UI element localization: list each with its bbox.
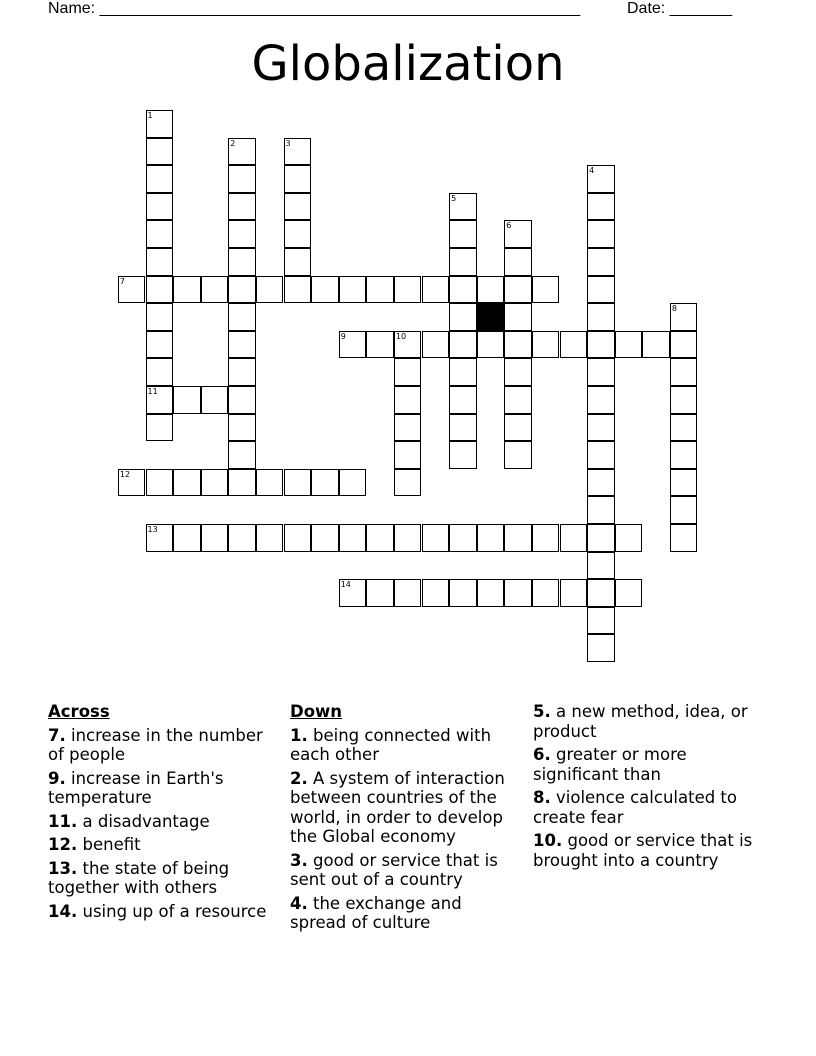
grid-cell[interactable] <box>449 579 477 607</box>
grid-cell[interactable] <box>670 303 698 331</box>
grid-cell[interactable] <box>228 138 256 166</box>
grid-cell[interactable] <box>394 579 422 607</box>
down-clues-continued <box>533 702 773 874</box>
grid-cell[interactable] <box>146 165 174 193</box>
grid-cell[interactable] <box>284 248 312 276</box>
grid-cell[interactable] <box>228 386 256 414</box>
clue-number-label: 12 <box>119 469 131 479</box>
grid-cell[interactable] <box>504 276 532 304</box>
grid-cell[interactable] <box>118 469 146 497</box>
date-line: Date: _______ <box>627 0 732 17</box>
clue-number-label: 5 <box>451 193 457 203</box>
grid-cell[interactable] <box>146 414 174 442</box>
grid-cell[interactable] <box>477 579 505 607</box>
grid-cell[interactable] <box>146 220 174 248</box>
grid-cell[interactable] <box>284 138 312 166</box>
grid-cell[interactable] <box>394 331 422 359</box>
grid-cell[interactable] <box>284 524 312 552</box>
grid-cell[interactable] <box>146 110 174 138</box>
clue-number: 7. <box>48 725 66 745</box>
grid-cell[interactable] <box>449 414 477 442</box>
grid-cell[interactable] <box>228 441 256 469</box>
black-square <box>477 303 505 331</box>
grid-cell[interactable] <box>201 386 229 414</box>
grid-cell[interactable] <box>422 276 450 304</box>
clue-number-label: 10 <box>395 331 407 341</box>
grid-cell[interactable] <box>587 303 615 331</box>
clue-number-label: 13 <box>147 525 158 534</box>
grid-cell[interactable] <box>449 276 477 304</box>
grid-cell[interactable] <box>394 276 422 304</box>
clue-down-6 <box>533 745 773 784</box>
grid-cell[interactable] <box>284 193 312 221</box>
grid-cell[interactable] <box>615 579 643 607</box>
grid-cell[interactable] <box>532 579 560 607</box>
clue-text: benefit <box>82 835 141 854</box>
clue-text: good or service that is brought into a country <box>533 831 753 870</box>
across-clues <box>48 702 278 925</box>
grid-cell[interactable] <box>394 469 422 497</box>
clue-number: 5. <box>533 702 551 721</box>
grid-cell[interactable] <box>228 193 256 221</box>
grid-cell[interactable] <box>173 276 201 304</box>
grid-cell[interactable] <box>146 331 174 359</box>
clue-down-2 <box>290 769 522 847</box>
grid-cell[interactable] <box>560 579 588 607</box>
clue-number-label: 6 <box>506 221 512 231</box>
clue-across-13 <box>48 859 278 898</box>
grid-cell[interactable] <box>504 358 532 386</box>
clue-number-label: 3 <box>285 138 291 148</box>
down-clues <box>290 702 522 937</box>
name-line: Name: ______________________________________________________ <box>48 0 581 17</box>
grid-cell[interactable] <box>284 276 312 304</box>
clue-number: 9. <box>48 768 66 788</box>
grid-cell[interactable] <box>670 331 698 359</box>
grid-cell[interactable] <box>670 386 698 414</box>
clue-number-label: 14 <box>340 580 351 590</box>
grid-cell[interactable] <box>201 276 229 304</box>
clue-text: violence calculated to create fear <box>533 788 738 827</box>
clue-down-4 <box>290 894 522 933</box>
grid-cell[interactable] <box>228 220 256 248</box>
grid-cell[interactable] <box>504 414 532 442</box>
clue-number-label: 2 <box>230 138 236 148</box>
clue-across-12 <box>48 835 278 855</box>
grid-cell[interactable] <box>146 193 174 221</box>
grid-cell[interactable] <box>532 524 560 552</box>
grid-cell[interactable] <box>449 220 477 248</box>
clue-text: a new method, idea, or product <box>533 702 748 741</box>
page-title: Globalization <box>251 36 565 92</box>
clue-number: 2. <box>290 768 308 788</box>
grid-cell[interactable] <box>311 469 339 497</box>
grid-cell[interactable] <box>449 193 477 221</box>
grid-cell[interactable] <box>394 524 422 552</box>
clue-text: good or service that is sent out of a country <box>290 850 498 889</box>
grid-cell[interactable] <box>366 524 394 552</box>
clue-number: 14. <box>48 901 78 921</box>
clue-number-label: 1 <box>147 111 153 120</box>
grid-cell[interactable] <box>146 276 174 304</box>
grid-cell[interactable] <box>146 248 174 276</box>
clue-across-9 <box>48 769 278 808</box>
grid-cell[interactable] <box>587 552 615 580</box>
grid-cell[interactable] <box>339 524 367 552</box>
clue-text: the state of being together with others <box>48 858 230 897</box>
clue-down-10 <box>533 831 773 870</box>
grid-cell[interactable] <box>284 469 312 497</box>
grid-cell[interactable] <box>228 469 256 497</box>
clue-number-label: 7 <box>119 276 125 286</box>
grid-cell[interactable] <box>587 193 615 221</box>
grid-cell[interactable] <box>228 414 256 442</box>
clue-number: 11. <box>48 811 78 831</box>
grid-cell[interactable] <box>422 331 450 359</box>
grid-cell[interactable] <box>256 524 284 552</box>
grid-cell[interactable] <box>642 331 670 359</box>
clue-down-8 <box>533 788 773 827</box>
grid-cell[interactable] <box>256 276 284 304</box>
grid-cell[interactable] <box>173 469 201 497</box>
grid-cell[interactable] <box>504 303 532 331</box>
grid-cell[interactable] <box>504 386 532 414</box>
grid-cell[interactable] <box>670 524 698 552</box>
clue-across-11 <box>48 812 278 832</box>
clue-across-14 <box>48 902 278 922</box>
grid-cell[interactable] <box>228 165 256 193</box>
grid-cell[interactable] <box>587 165 615 193</box>
grid-cell[interactable] <box>587 358 615 386</box>
grid-cell[interactable] <box>146 386 174 414</box>
grid-cell[interactable] <box>228 276 256 304</box>
clue-text: using up of a resource <box>82 901 267 921</box>
clue-number: 6. <box>533 745 551 764</box>
grid-cell[interactable] <box>366 579 394 607</box>
clue-number: 4. <box>290 893 308 913</box>
grid-cell[interactable] <box>366 331 394 359</box>
grid-cell[interactable] <box>394 414 422 442</box>
clue-across-7 <box>48 726 278 765</box>
clue-number: 8. <box>533 788 551 807</box>
clue-down-1 <box>290 726 522 765</box>
grid-cell[interactable] <box>587 441 615 469</box>
grid-cell[interactable] <box>504 524 532 552</box>
grid-cell[interactable] <box>311 524 339 552</box>
clue-down-3 <box>290 851 522 890</box>
grid-cell[interactable] <box>394 441 422 469</box>
grid-cell[interactable] <box>394 386 422 414</box>
clue-text: being connected with each other <box>290 725 492 764</box>
grid-cell[interactable] <box>449 441 477 469</box>
grid-cell[interactable] <box>504 331 532 359</box>
grid-cell[interactable] <box>256 469 284 497</box>
grid-cell[interactable] <box>201 524 229 552</box>
clue-text: increase in the number of people <box>48 725 263 764</box>
grid-cell[interactable] <box>477 331 505 359</box>
grid-cell[interactable] <box>587 414 615 442</box>
grid-cell[interactable] <box>587 579 615 607</box>
grid-cell[interactable] <box>587 496 615 524</box>
grid-cell[interactable] <box>449 331 477 359</box>
grid-cell[interactable] <box>449 358 477 386</box>
grid-cell[interactable] <box>146 469 174 497</box>
grid-cell[interactable] <box>587 248 615 276</box>
clue-number-label: 4 <box>589 166 595 176</box>
grid-cell[interactable] <box>449 303 477 331</box>
grid-cell[interactable] <box>504 441 532 469</box>
grid-cell[interactable] <box>670 469 698 497</box>
grid-cell[interactable] <box>504 248 532 276</box>
grid-cell[interactable] <box>615 524 643 552</box>
grid-cell[interactable] <box>146 138 174 166</box>
clue-number: 1. <box>290 725 308 745</box>
grid-cell[interactable] <box>339 276 367 304</box>
grid-cell[interactable] <box>366 276 394 304</box>
grid-cell[interactable] <box>173 386 201 414</box>
grid-cell[interactable] <box>339 469 367 497</box>
grid-cell[interactable] <box>228 331 256 359</box>
grid-cell[interactable] <box>615 331 643 359</box>
grid-cell[interactable] <box>587 607 615 635</box>
grid-cell[interactable] <box>118 276 146 304</box>
grid-cell[interactable] <box>449 248 477 276</box>
grid-cell[interactable] <box>339 579 367 607</box>
clue-number: 12. <box>48 835 78 854</box>
grid-cell[interactable] <box>587 276 615 304</box>
grid-cell[interactable] <box>587 524 615 552</box>
grid-cell[interactable] <box>532 276 560 304</box>
clue-number: 13. <box>48 858 78 878</box>
clue-number-label: 9 <box>340 331 346 341</box>
grid-cell[interactable] <box>587 469 615 497</box>
grid-cell[interactable] <box>587 331 615 359</box>
grid-cell[interactable] <box>146 358 174 386</box>
clue-text: greater or more significant than <box>533 745 687 784</box>
grid-cell[interactable] <box>532 331 560 359</box>
grid-cell[interactable] <box>449 386 477 414</box>
clue-text: the exchange and spread of culture <box>290 893 462 932</box>
clue-text: a disadvantage <box>82 811 210 831</box>
grid-cell[interactable] <box>228 303 256 331</box>
grid-cell[interactable] <box>146 524 174 552</box>
grid-cell[interactable] <box>670 358 698 386</box>
grid-cell[interactable] <box>228 524 256 552</box>
clue-down-5 <box>533 702 773 741</box>
grid-cell[interactable] <box>284 165 312 193</box>
clue-number: 3. <box>290 850 308 870</box>
clue-text: increase in Earth's temperature <box>48 768 224 807</box>
grid-cell[interactable] <box>587 634 615 662</box>
grid-cell[interactable] <box>422 579 450 607</box>
grid-cell[interactable] <box>587 386 615 414</box>
grid-cell[interactable] <box>146 303 174 331</box>
clue-number-label: 11 <box>147 387 158 396</box>
grid-cell[interactable] <box>670 496 698 524</box>
grid-cell[interactable] <box>201 469 229 497</box>
grid-cell[interactable] <box>560 331 588 359</box>
clue-number: 10. <box>533 831 563 850</box>
grid-cell[interactable] <box>587 220 615 248</box>
grid-cell[interactable] <box>339 331 367 359</box>
clue-text: A system of interaction between countries of the world, in order to develop the Global economy <box>290 768 505 846</box>
across-heading: Across <box>48 702 110 721</box>
clue-number-label: 8 <box>671 304 677 314</box>
grid-cell[interactable] <box>504 579 532 607</box>
grid-cell[interactable] <box>670 414 698 442</box>
grid-cell[interactable] <box>284 220 312 248</box>
grid-cell[interactable] <box>422 524 450 552</box>
grid-cell[interactable] <box>449 524 477 552</box>
grid-cell[interactable] <box>228 248 256 276</box>
grid-cell[interactable] <box>394 358 422 386</box>
grid-cell[interactable] <box>311 276 339 304</box>
grid-cell[interactable] <box>477 276 505 304</box>
grid-cell[interactable] <box>228 358 256 386</box>
grid-cell[interactable] <box>670 441 698 469</box>
grid-cell[interactable] <box>477 524 505 552</box>
grid-cell[interactable] <box>560 524 588 552</box>
grid-cell[interactable] <box>504 220 532 248</box>
down-heading: Down <box>290 702 343 721</box>
grid-cell[interactable] <box>173 524 201 552</box>
